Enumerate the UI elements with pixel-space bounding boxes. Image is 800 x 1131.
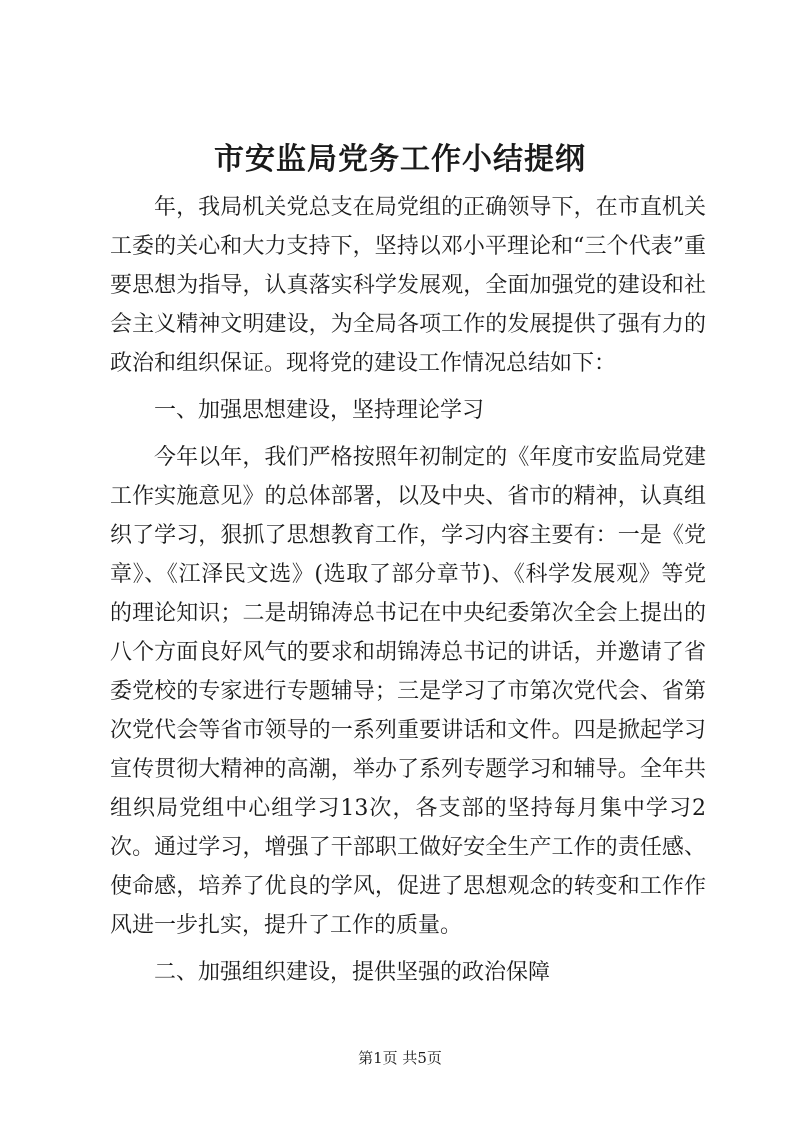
section-heading-2: 二、加强组织建设，提供坚强的政治保障 xyxy=(154,960,551,985)
document-body xyxy=(110,188,706,992)
intro-paragraph: 年，我局机关党总支在局党组的正确领导下，在市直机关工委的关心和大力支持下，坚持以邓小平理论和“三个代表”重要思想为指导，认真落实科学发展观，全面加强党的建设和社会主义精神文明建设，为全局各项工作的发展提供了强有力的政治和组织保证。现将党的建设工作情况总结如下： xyxy=(110,195,706,376)
page-number: 第1页 共5页 xyxy=(358,1049,442,1067)
section-heading-1: 一、加强思想建设，坚持理论学习 xyxy=(154,398,485,423)
section-1-paragraph: 今年以年，我们严格按照年初制定的《年度市安监局党建工作实施意见》的总体部署，以及中央、省市的精神，认真组织了学习，狠抓了思想教育工作，学习内容主要有：一是《党章》、《江泽民文选》(选取了部分章节)、《科学发展观》等党的理论知识；二是胡锦涛总书记在中央纪委第次全会上提出的八个方面良好风气的要求和胡锦涛总书记的讲话，并邀请了省委党校的专家进行专题辅导；三是学习了市第次党代会、省第次党代会等省市领导的一系列重要讲话和文件。四是掀起学习宣传贯彻大精神的高潮，举办了系列专题学习和辅导。全年共组织局党组中心组学习13次，各支部的坚持每月集中学习2次。通过学习，增强了干部职工做好安全生产工作的责任感、使命感，培养了优良的学风，促进了思想观念的转变和工作作风进一步扎实，提升了工作的质量。 xyxy=(110,445,706,938)
document-title: 市安监局党务工作小结提纲 xyxy=(214,142,586,177)
